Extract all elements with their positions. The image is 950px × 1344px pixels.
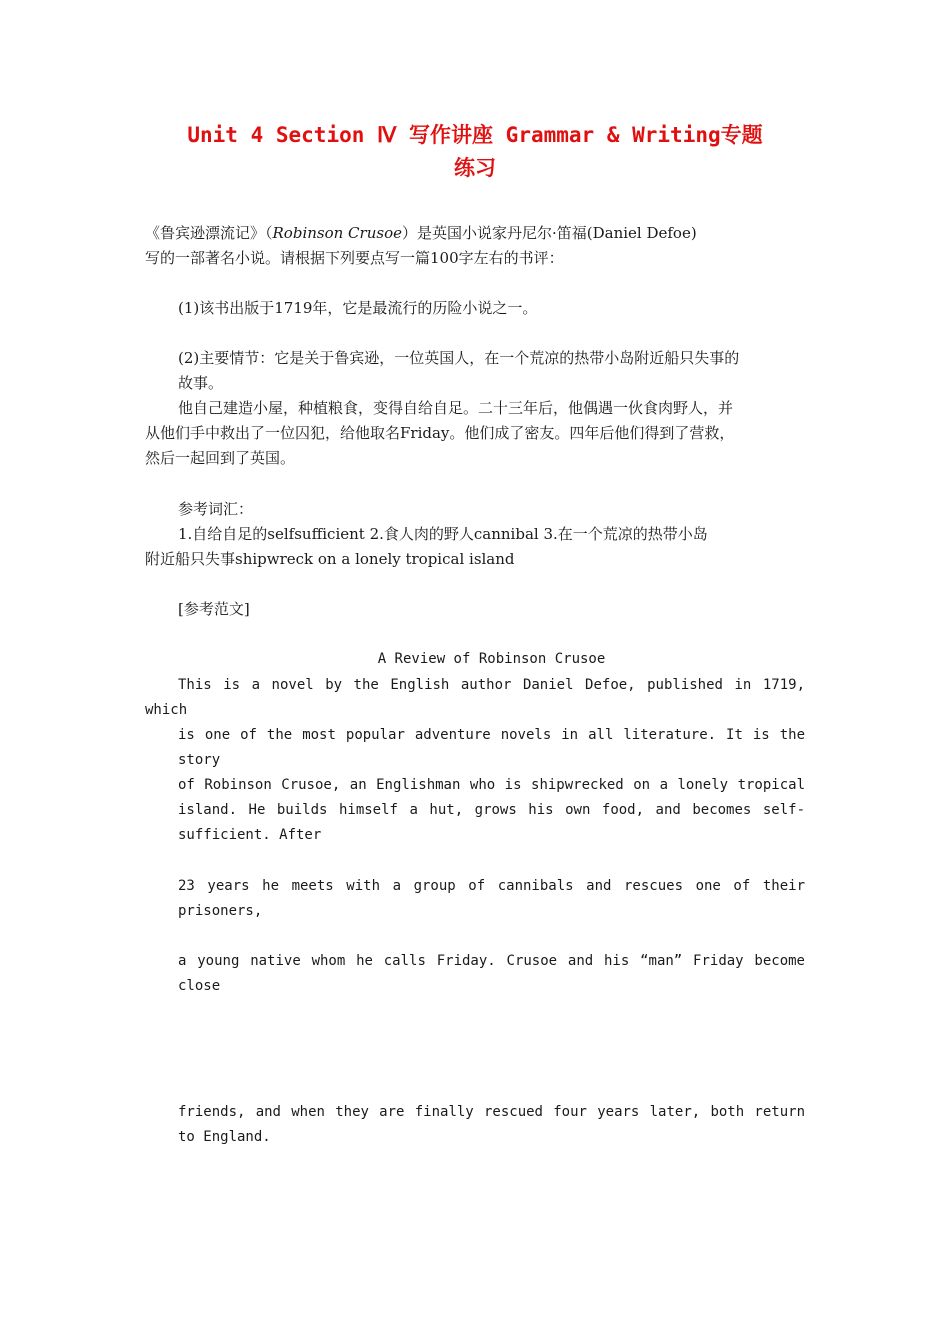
- intro-line-2: 写的一部著名小说。请根据下列要点写一篇100字左右的书评：: [145, 249, 564, 267]
- essay-title: A Review of Robinson Crusoe: [377, 651, 606, 667]
- essay-line: is one of the most popular adventure novels in all literature. It is the: [178, 727, 805, 743]
- vocab-heading: 参考词汇：: [178, 500, 254, 518]
- page-title: Unit 4 Section Ⅳ 写作讲座 Grammar & Writing专题: [187, 123, 763, 147]
- essay-line: This is a novel by the English author Daniel Defoe, published in 1719,: [178, 677, 805, 693]
- essay-line: prisoners,: [178, 903, 263, 919]
- essay-line: a young native whom he calls Friday. Crusoe and his “man” Friday become: [178, 953, 805, 969]
- essay-line: to England.: [178, 1129, 271, 1145]
- intro-suffix: ）是英国小说家丹尼尔·笛福(Daniel Defoe): [401, 224, 697, 242]
- intro-prefix: 《鲁宾逊漂流记》（: [145, 224, 273, 242]
- essay-line: island. He builds himself a hut, grows his own food, and becomes self-: [178, 802, 805, 818]
- book-title: Robinson Crusoe: [272, 224, 402, 242]
- essay-line: story: [178, 752, 221, 768]
- essay-line: of Robinson Crusoe, an Englishman who is shipwrecked on a lonely tropical: [178, 777, 805, 793]
- essay-line: which: [145, 702, 188, 718]
- intro-line-1: [145, 221, 805, 246]
- essay-line: sufficient. After: [178, 827, 322, 843]
- point-3-line-2: 从他们手中救出了一位囚犯，给他取名Friday。他们成了密友。四年后他们得到了营救，: [145, 424, 735, 442]
- essay-line: close: [178, 978, 221, 994]
- sample-heading: [参考范文]: [178, 600, 250, 618]
- vocab-line-2: 附近船只失事shipwreck on a lonely tropical island: [145, 550, 515, 568]
- point-1: (1)该书出版于1719年，它是最流行的历险小说之一。: [178, 299, 538, 317]
- point-2-line-2: 故事。: [178, 374, 224, 392]
- point-3-line-3: 然后一起回到了英国。: [145, 449, 296, 467]
- essay-line: 23 years he meets with a group of cannibals and rescues one of their: [178, 878, 805, 894]
- essay-line: friends, and when they are finally rescued four years later, both return: [178, 1104, 805, 1120]
- point-2-line-1: (2)主要情节：它是关于鲁宾逊，一位英国人，在一个荒凉的热带小岛附近船只失事的: [178, 349, 740, 367]
- point-3-line-1: 他自己建造小屋，种植粮食，变得自给自足。二十三年后，他偶遇一伙食肉野人，并: [178, 399, 734, 417]
- page-title-continued: 练习: [454, 156, 496, 180]
- vocab-line-1: 1.自给自足的selfsufficient 2.食人肉的野人cannibal 3.在一个荒凉的热带小岛: [178, 525, 708, 543]
